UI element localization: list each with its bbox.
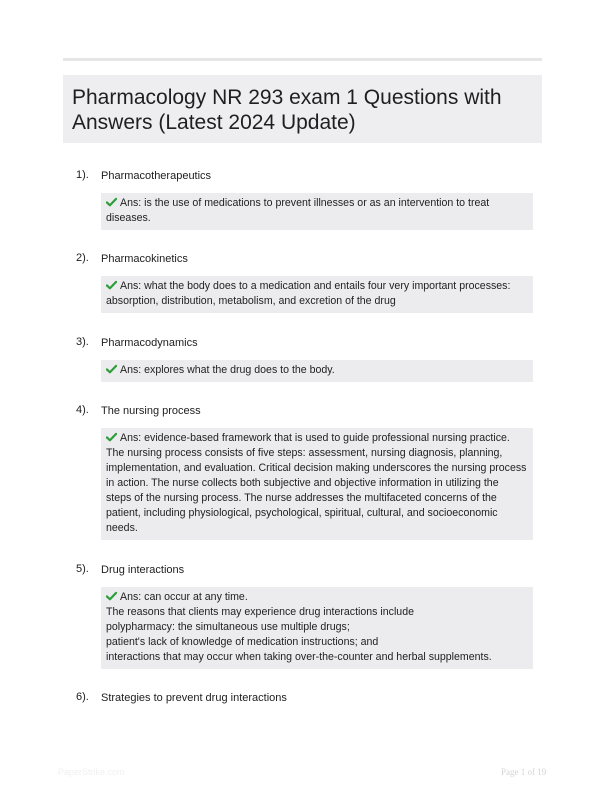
answer-line: absorption, distribution, metabolism, and excretion of the drug [106, 295, 396, 307]
check-icon [106, 280, 117, 290]
answer-box [101, 428, 533, 540]
question-number: 1). [76, 169, 89, 181]
title-box [63, 75, 542, 143]
answer-line: polypharmacy: the simultaneous use multiple drugs; [106, 621, 350, 633]
answer-line: steps of the nursing process. The nurse addresses the multifaceted concerns of the [106, 492, 497, 504]
check-icon [106, 364, 117, 374]
answer-line: implementation, and evaluation. Critical decision making underscores the nursing process [106, 462, 527, 474]
answer-line: needs. [106, 522, 138, 534]
question-number: 2). [76, 252, 89, 264]
footer-watermark: PaperStrike.com [58, 767, 125, 777]
question-text: Pharmacokinetics [101, 253, 188, 265]
answer-line: The reasons that clients may experience drug interactions include [106, 606, 414, 618]
check-icon [106, 432, 117, 442]
check-icon [106, 197, 117, 207]
document-title [72, 85, 534, 135]
answer-line: diseases. [106, 212, 151, 224]
page-number: Page 1 of 19 [501, 767, 547, 777]
question-text: Drug interactions [101, 564, 185, 576]
top-divider [63, 58, 542, 61]
title-line-2: Answers (Latest 2024 Update) [72, 111, 356, 134]
answer-line: Ans: is the use of medications to prevent illnesses or as an intervention to treat [106, 196, 528, 211]
answer-line: Ans: what the body does to a medication and entails four very important processes: [106, 279, 528, 294]
answer-line: patient's lack of knowledge of medication instructions; and [106, 636, 379, 648]
answer-box [101, 587, 533, 669]
answer-line: patient, including physiological, psychological, spiritual, cultural, and socioeconomic [106, 507, 498, 519]
answer-line: The nursing process consists of five steps: assessment, nursing diagnosis, planning, [106, 447, 503, 459]
question-number: 4). [76, 404, 89, 416]
question-text: Pharmacodynamics [101, 337, 198, 349]
title-line-1: Pharmacology NR 293 exam 1 Questions with [72, 86, 502, 109]
answer-line: Ans: evidence-based framework that is used to guide professional nursing practice. [106, 431, 528, 446]
question-text: Strategies to prevent drug interactions [101, 692, 287, 704]
answer-box [101, 193, 533, 230]
question-number: 3). [76, 336, 89, 348]
answer-line: Ans: can occur at any time. [106, 590, 528, 605]
answer-line: in action. The nurse collects both subjective and objective information in utilizing the [106, 477, 499, 489]
answer-line: Ans: explores what the drug does to the body. [106, 363, 528, 378]
question-number: 5). [76, 563, 89, 575]
question-text: Pharmacotherapeutics [101, 170, 212, 182]
question-number: 6). [76, 691, 89, 703]
answer-line: interactions that may occur when taking over-the-counter and herbal supplements. [106, 651, 492, 663]
answer-box [101, 276, 533, 313]
question-text: The nursing process [101, 405, 201, 417]
check-icon [106, 591, 117, 601]
answer-box [101, 360, 533, 382]
